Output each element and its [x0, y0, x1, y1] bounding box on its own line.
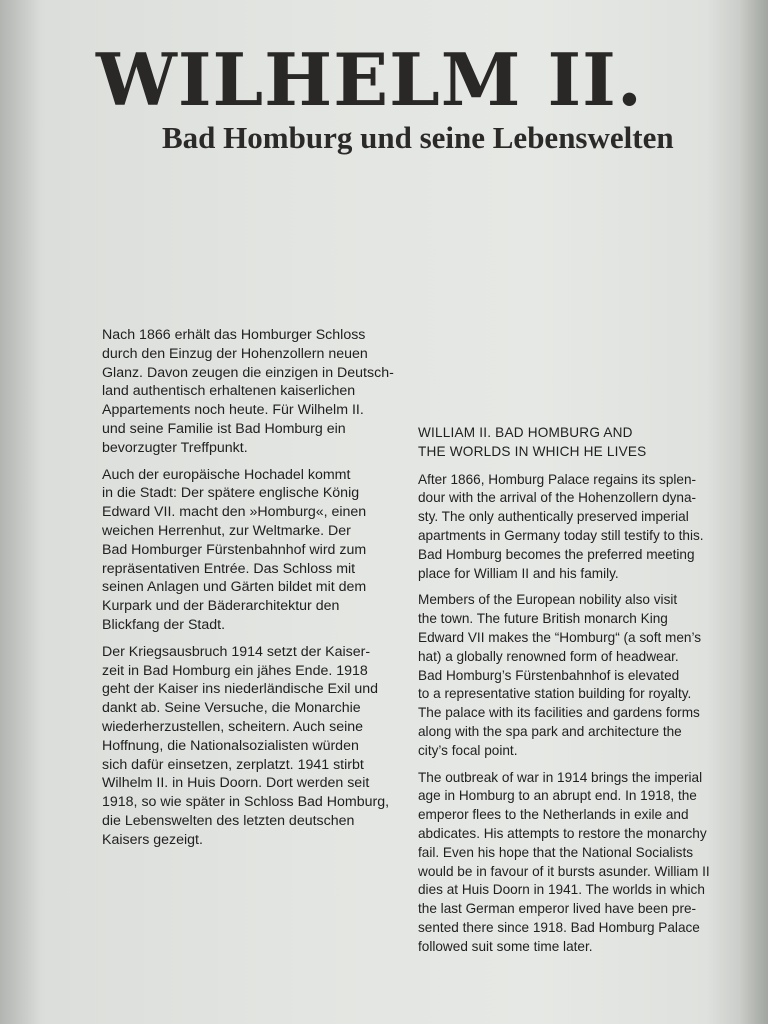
german-paragraph-3: Der Kriegsausbruch 1914 setzt der Kaiser- zeit in Bad Homburg ein jähes Ende. 1918 geht der Kaiser ins niederländische Exil und dankt ab. Seine Versuche, die Monarchie wiederherzustellen, scheitern. Auch seine Hoffnung, die Nationalsozialisten würden sich dafür einsetzen, zerplatzt. 1941 stirbt Wilhelm II. in Huis Doorn. Dort werden seit 1918, so wie später in Schloss Bad Homburg, die Lebenswelten des letzten deutschen Kaisers gezeigt.: [102, 643, 390, 848]
panel-left-shade: [0, 0, 40, 1024]
german-text-column: [102, 326, 402, 858]
english-heading: WILLIAM II. BAD HOMBURG AND THE WORLDS IN WHICH HE LIVES: [418, 425, 647, 459]
panel-title: WILHELM II.: [96, 37, 643, 122]
german-paragraph-1: Nach 1866 erhält das Homburger Schloss durch den Einzug der Hohenzollern neuen Glanz. Davon zeugen die einzigen in Deutsch- land authentisch erhaltenen kaiserlichen Appartements noch heute. Für Wilhelm II. und seine Familie ist Bad Homburg ein bevorzugter Treffpunkt.: [102, 327, 394, 456]
panel-edge-shadow: [740, 0, 768, 1024]
english-text-column: [418, 424, 718, 965]
english-paragraph-3: The outbreak of war in 1914 brings the imperial age in Homburg to an abrupt end. In 1918, the emperor flees to the Netherlands in exile and abdicates. His attempts to restore the monarchy fail. Even his hope that the National Socialists would be in favour of it bursts asunder. William II dies at Huis Doorn in 1941. The worlds in which the last German emperor lived have been pre- sented there since 1918. Bad Homburg Palace followed suit some time later.: [418, 769, 710, 954]
panel-subtitle: Bad Homburg und seine Lebenswelten: [162, 120, 674, 155]
german-paragraph-2: Auch der europäische Hochadel kommt in die Stadt: Der spätere englische König Edward VII. macht den »Homburg«, einen weichen Herrenhut, zur Weltmarke. Der Bad Homburger Fürstenbahnhof wird zum repräsentativen Entrée. Das Schloss mit seinen Anlagen und Gärten bildet mit dem Kurpark und der Bäderarchitektur den Blickfang der Stadt.: [102, 466, 367, 633]
english-paragraph-1: After 1866, Homburg Palace regains its splen- dour with the arrival of the Hohenzollern dyna- sty. The only authentically preserved imperial apartments in Germany today still testify to this. Bad Homburg becomes the preferred meeting place for William II and his family.: [418, 471, 704, 581]
english-paragraph-2: Members of the European nobility also visit the town. The future British monarch King Edward VII makes the “Homburg“ (a soft men’s hat) a globally renowned form of headwear. Bad Homburg’s Fürstenbahnhof is elevated to a representative station building for royalty. The palace with its facilities and gardens forms along with the spa park and architecture the city’s focal point.: [418, 592, 702, 758]
